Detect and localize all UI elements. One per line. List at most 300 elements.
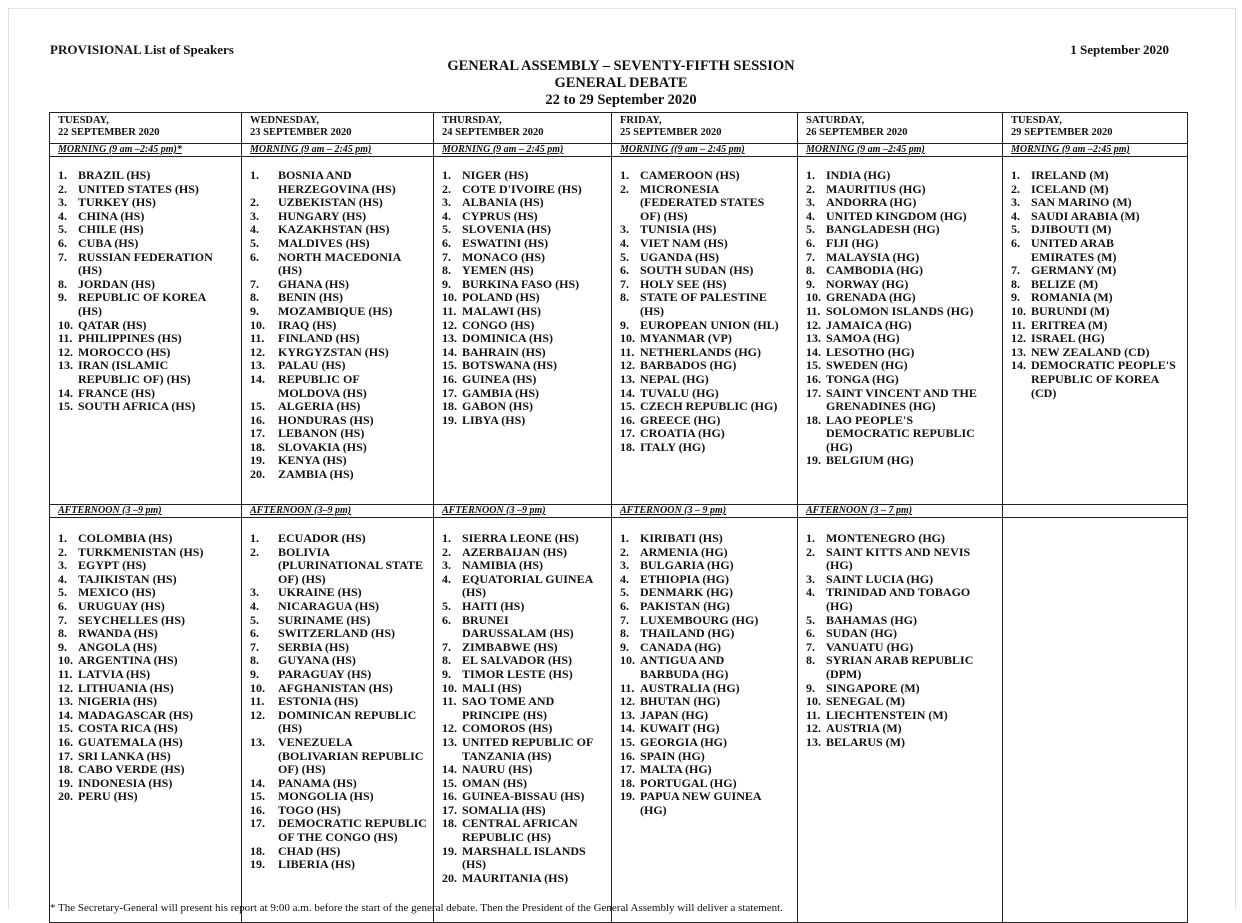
- speaker-country: SOUTH SUDAN (HS): [640, 263, 754, 278]
- speaker-item: [250, 546, 433, 560]
- speaker-number: 9.: [1011, 290, 1020, 305]
- speaker-country: COTE D'IVOIRE (HS): [462, 181, 582, 196]
- speaker-item: [806, 532, 1002, 546]
- speaker-item: [620, 359, 797, 373]
- speaker-number: 4.: [58, 208, 67, 223]
- speaker-item: [620, 251, 797, 265]
- speaker-number: 13.: [806, 331, 821, 346]
- speaker-item: [620, 682, 797, 696]
- speaker-number: 6.: [58, 235, 67, 250]
- speaker-country: NIGER (HS): [462, 168, 529, 182]
- speaker-country: TAJIKISTAN (HS): [78, 571, 177, 586]
- speaker-country: INDONESIA (HS): [78, 775, 173, 790]
- speaker-number: 18.: [250, 439, 265, 454]
- speaker-item: [250, 441, 433, 455]
- speaker-country: ISRAEL (HG): [1031, 331, 1105, 346]
- speaker-item: [250, 468, 433, 482]
- speaker-item: [806, 654, 1002, 668]
- speaker-country: CANADA (HG): [640, 639, 721, 654]
- speaker-number: 4.: [806, 585, 815, 600]
- speaker-item: [442, 573, 611, 587]
- speaker-country: UNITED STATES (HS): [78, 181, 199, 196]
- speaker-country: LATVIA (HS): [78, 666, 151, 681]
- speaker-country: GUYANA (HS): [278, 653, 356, 668]
- speaker-item: [250, 278, 433, 292]
- speaker-number: 16.: [58, 734, 73, 749]
- speaker-item: [250, 454, 433, 468]
- speaker-country: ROMANIA (M): [1031, 290, 1113, 305]
- speaker-number: 18.: [620, 775, 635, 790]
- speaker-number: [620, 804, 640, 818]
- speaker-item: [58, 291, 241, 305]
- speaker-country: DOMINICAN REPUBLIC: [278, 707, 417, 722]
- speaker-number: 9.: [620, 317, 629, 332]
- speaker-item: [250, 763, 433, 777]
- speaker-number: 1.: [442, 168, 451, 182]
- morning-session-label: MORNING ((9 am – 2:45 pm): [612, 144, 798, 157]
- speaker-number: 13.: [58, 358, 73, 373]
- speaker-item: [58, 373, 241, 387]
- speaker-country: TANZANIA (HS): [462, 748, 552, 763]
- speaker-number: 11.: [620, 344, 635, 359]
- speaker-item: [442, 682, 611, 696]
- speaker-country: CROATIA (HG): [640, 426, 725, 441]
- speaker-country: VENEZUELA: [278, 734, 353, 749]
- speaker-item: [442, 387, 611, 401]
- speaker-list: [442, 532, 611, 885]
- speaker-item: [806, 414, 1002, 428]
- speaker-country: OF) (HS): [640, 208, 688, 223]
- speaker-number: 17.: [442, 802, 457, 817]
- speaker-item: [442, 223, 611, 237]
- speaker-item: [620, 614, 797, 628]
- speaker-number: 6.: [250, 249, 259, 264]
- speaker-number: 12.: [250, 344, 265, 359]
- speaker-number: 8.: [58, 276, 67, 291]
- speaker-number: 10.: [442, 290, 457, 305]
- speaker-country: SLOVENIA (HS): [462, 222, 552, 237]
- speaker-number: 19.: [620, 789, 635, 804]
- speaker-country: MALAWI (HS): [462, 303, 542, 318]
- title-dates: 22 to 29 September 2020: [545, 92, 697, 108]
- speaker-country: CHAD (HS): [278, 843, 341, 858]
- speaker-number: 2.: [806, 181, 815, 196]
- speaker-number: 15.: [58, 399, 73, 414]
- speaker-country: TURKEY (HS): [78, 195, 156, 210]
- speaker-country: SIERRA LEONE (HS): [462, 531, 579, 545]
- day-date: 24 SEPTEMBER 2020: [442, 127, 544, 138]
- speaker-country: KUWAIT (HG): [640, 721, 720, 736]
- speaker-country: KAZAKHSTAN (HS): [278, 222, 390, 237]
- speaker-number: 4.: [250, 222, 259, 237]
- speaker-number: 5.: [58, 222, 67, 237]
- speaker-number: 8.: [442, 653, 451, 668]
- speaker-country: SINGAPORE (M): [826, 680, 920, 695]
- speaker-number: 3.: [250, 208, 259, 223]
- speaker-number: 19.: [806, 453, 821, 468]
- speaker-number: 14.: [620, 385, 635, 400]
- speaker-number: 10.: [250, 680, 265, 695]
- speaker-country: (BOLIVARIAN REPUBLIC: [278, 748, 424, 763]
- speaker-country: MONGOLIA (HS): [278, 789, 374, 804]
- speaker-country: LAO PEOPLE'S: [826, 412, 914, 427]
- speaker-country: LUXEMBOURG (HG): [640, 612, 759, 627]
- speaker-number: 6.: [442, 235, 451, 250]
- speaker-country: ESTONIA (HS): [278, 694, 359, 709]
- speaker-country: MOROCCO (HS): [78, 344, 171, 359]
- speaker-country: YEMEN (HS): [462, 263, 534, 278]
- speaker-number: 7.: [806, 639, 815, 654]
- speaker-number: 7.: [58, 249, 67, 264]
- speaker-number: [806, 441, 826, 455]
- speaker-item: [250, 777, 433, 791]
- speaker-item: [806, 223, 1002, 237]
- speaker-country: ANGOLA (HS): [78, 639, 158, 654]
- speaker-number: 12.: [1011, 331, 1026, 346]
- speaker-country: (HS): [78, 303, 102, 318]
- speaker-number: 18.: [442, 399, 457, 414]
- day-header-cell: [242, 113, 434, 144]
- morning-speakers-cell: [798, 157, 1003, 505]
- speaker-country: TURKMENISTAN (HS): [78, 544, 204, 559]
- speaker-item: [250, 682, 433, 696]
- speaker-number: [806, 668, 826, 682]
- speaker-country: DEMOCRATIC REPUBLIC: [278, 816, 427, 831]
- speaker-country: ITALY (HG): [640, 439, 706, 454]
- speaker-number: 12.: [58, 680, 73, 695]
- speaker-country: HUNGARY (HS): [278, 208, 367, 223]
- speaker-country: COSTA RICA (HS): [78, 721, 178, 736]
- speaker-item: [620, 546, 797, 560]
- speaker-number: 14.: [806, 344, 821, 359]
- speaker-item: [620, 237, 797, 251]
- speaker-item: [442, 817, 611, 831]
- speaker-country: (HS): [640, 303, 664, 318]
- speaker-item: [620, 346, 797, 360]
- speaker-number: 17.: [442, 385, 457, 400]
- speaker-number: 8.: [250, 290, 259, 305]
- speaker-country: BANGLADESH (HG): [826, 222, 940, 237]
- speaker-country: UNITED KINGDOM (HG): [826, 208, 967, 223]
- speaker-number: 15.: [620, 399, 635, 414]
- speaker-number: 20.: [58, 789, 73, 804]
- speaker-item: [620, 586, 797, 600]
- speaker-country: PHILIPPINES (HS): [78, 331, 182, 346]
- speaker-item: [250, 400, 433, 414]
- speaker-item: [620, 654, 797, 668]
- speaker-country: GABON (HS): [462, 399, 534, 414]
- speaker-number: 19.: [442, 412, 457, 427]
- speaker-number: 7.: [1011, 263, 1020, 278]
- speaker-item: [58, 641, 241, 655]
- speaker-item: [250, 264, 433, 278]
- speaker-country: GUINEA (HS): [462, 371, 537, 386]
- speaker-number: 1.: [806, 531, 815, 545]
- speaker-list: [806, 169, 1002, 468]
- speaker-country: (HS): [278, 721, 302, 736]
- speaker-item: [442, 237, 611, 251]
- speaker-number: 12.: [442, 721, 457, 736]
- morning-session-label: MORNING (9 am – 2:45 pm): [242, 144, 434, 157]
- speaker-country: CUBA (HS): [78, 235, 139, 250]
- speaker-item: [620, 183, 797, 197]
- speaker-country: KIRIBATI (HS): [640, 531, 723, 545]
- speaker-item: [1011, 196, 1187, 210]
- speaker-country: AUSTRIA (M): [826, 721, 902, 736]
- speaker-item: [58, 264, 241, 278]
- speaker-country: SAINT KITTS AND NEVIS: [826, 544, 971, 559]
- speaker-item: [250, 641, 433, 655]
- speaker-item: [1011, 264, 1187, 278]
- speaker-country: PAKISTAN (HG): [640, 598, 730, 613]
- speaker-country: OF THE CONGO (HS): [278, 830, 398, 845]
- speaker-number: [442, 858, 462, 872]
- speaker-country: MAURITIUS (HG): [826, 181, 926, 196]
- speaker-country: (FEDERATED STATES: [640, 195, 765, 210]
- speaker-number: 7.: [58, 612, 67, 627]
- speaker-item: [58, 305, 241, 319]
- speaker-country: CYPRUS (HS): [462, 208, 538, 223]
- speaker-item: [250, 559, 433, 573]
- speaker-country: (HG): [826, 439, 853, 454]
- speaker-country: RUSSIAN FEDERATION: [78, 249, 213, 264]
- speaker-number: 7.: [250, 639, 259, 654]
- speaker-item: [442, 763, 611, 777]
- speaker-item: [442, 777, 611, 791]
- speaker-country: PAPUA NEW GUINEA: [640, 789, 762, 804]
- speaker-number: 7.: [442, 639, 451, 654]
- speaker-number: 5.: [250, 612, 259, 627]
- speaker-country: JAMAICA (HG): [826, 317, 912, 332]
- speaker-item: [620, 736, 797, 750]
- speaker-item: [442, 346, 611, 360]
- speaker-country: THAILAND (HG): [640, 626, 735, 641]
- speaker-country: URUGUAY (HS): [78, 598, 165, 613]
- speaker-country: CHILE (HS): [78, 222, 144, 237]
- speaker-number: 5.: [442, 222, 451, 237]
- speaker-number: 2.: [250, 544, 259, 559]
- speaker-item: [620, 414, 797, 428]
- speaker-country: MOZAMBIQUE (HS): [278, 303, 393, 318]
- speaker-item: [806, 210, 1002, 224]
- speaker-item: [620, 264, 797, 278]
- speaker-country: NORWAY (HG): [826, 276, 909, 291]
- speaker-item: [250, 668, 433, 682]
- speaker-number: 2.: [1011, 181, 1020, 196]
- speaker-item: [806, 641, 1002, 655]
- speaker-item: [806, 319, 1002, 333]
- speaker-country: SERBIA (HS): [278, 639, 350, 654]
- speaker-item: [442, 332, 611, 346]
- speaker-number: [250, 573, 278, 587]
- day-name: WEDNESDAY,: [250, 115, 319, 126]
- morning-session-row: [50, 144, 1188, 157]
- speaker-number: [806, 600, 826, 614]
- speaker-number: 12.: [620, 358, 635, 373]
- speaker-item: [806, 264, 1002, 278]
- speaker-number: 1.: [806, 168, 815, 182]
- speaker-item: [620, 559, 797, 573]
- speaker-country: SUDAN (HG): [826, 626, 897, 641]
- speaker-number: 3.: [58, 558, 67, 573]
- speaker-item: [442, 695, 611, 709]
- speaker-item: [58, 614, 241, 628]
- speaker-country: PRINCIPE (HS): [462, 707, 548, 722]
- speaker-item: [806, 346, 1002, 360]
- speaker-country: ICELAND (M): [1031, 181, 1109, 196]
- speaker-number: 7.: [806, 249, 815, 264]
- speaker-number: 11.: [58, 666, 73, 681]
- speaker-number: 4.: [620, 571, 629, 586]
- day-header-cell: [1003, 113, 1188, 144]
- speaker-item: [806, 278, 1002, 292]
- speaker-country: ERITREA (M): [1031, 317, 1108, 332]
- speaker-country: REPUBLIC (HS): [462, 830, 552, 845]
- speaker-country: GUINEA-BISSAU (HS): [462, 789, 585, 804]
- speaker-item: [442, 614, 611, 628]
- speaker-number: 12.: [620, 694, 635, 709]
- speaker-country: ARMENIA (HG): [640, 544, 728, 559]
- speaker-country: ZAMBIA (HS): [278, 467, 354, 482]
- speaker-item: [806, 427, 1002, 441]
- speaker-country: IRELAND (M): [1031, 168, 1109, 182]
- speaker-item: [442, 373, 611, 387]
- speaker-item: [806, 251, 1002, 265]
- speaker-item: [442, 790, 611, 804]
- speaker-item: [442, 722, 611, 736]
- speaker-number: 13.: [250, 358, 265, 373]
- speaker-number: 17.: [58, 748, 73, 763]
- speaker-country: AUSTRALIA (HG): [640, 680, 740, 695]
- speaker-list: [620, 532, 797, 817]
- speaker-number: 6.: [620, 263, 629, 278]
- speaker-item: [250, 346, 433, 360]
- speaker-item: [620, 210, 797, 224]
- speaker-number: 6.: [1011, 235, 1020, 250]
- speaker-number: 7.: [442, 249, 451, 264]
- title-debate: GENERAL DEBATE: [554, 75, 688, 91]
- speaker-number: 10.: [1011, 303, 1026, 318]
- speaker-item: [442, 559, 611, 573]
- speaker-number: 4.: [442, 571, 451, 586]
- speaker-country: SWEDEN (HG): [826, 358, 908, 373]
- speaker-item: [620, 223, 797, 237]
- speaker-country: NEW ZEALAND (CD): [1031, 344, 1150, 359]
- speaker-number: 6.: [250, 626, 259, 641]
- speaker-number: 14.: [250, 775, 265, 790]
- day-name: SATURDAY,: [806, 115, 865, 126]
- speaker-number: 7.: [620, 612, 629, 627]
- speaker-number: 9.: [250, 303, 259, 318]
- speaker-number: 10.: [620, 331, 635, 346]
- speaker-item: [250, 319, 433, 333]
- speaker-item: [442, 278, 611, 292]
- speaker-item: [620, 373, 797, 387]
- speaker-country: FRANCE (HS): [78, 385, 155, 400]
- speaker-item: [250, 654, 433, 668]
- speaker-item: [58, 709, 241, 723]
- speaker-country: (HG): [640, 802, 667, 817]
- speaker-item: [806, 387, 1002, 401]
- speaker-number: 14.: [442, 344, 457, 359]
- day-header-cell: [612, 113, 798, 144]
- speaker-number: [58, 305, 78, 319]
- speaker-number: 9.: [58, 290, 67, 305]
- speaker-country: (HG): [826, 558, 853, 573]
- speaker-item: [58, 736, 241, 750]
- speaker-country: SEYCHELLES (HS): [78, 612, 186, 627]
- speaker-country: SAO TOME AND: [462, 694, 555, 709]
- speaker-number: 11.: [250, 331, 265, 346]
- speaker-country: SAMOA (HG): [826, 331, 900, 346]
- speaker-item: [442, 845, 611, 859]
- speaker-number: [620, 305, 640, 319]
- speaker-item: [58, 223, 241, 237]
- speaker-item: [620, 777, 797, 791]
- speaker-number: [58, 373, 78, 387]
- speaker-item: [250, 614, 433, 628]
- speaker-item: [442, 586, 611, 600]
- speaker-number: [1011, 251, 1031, 265]
- afternoon-session-label: AFTERNOON (3 – 7 pm): [798, 505, 1003, 518]
- speaker-list: [250, 532, 433, 872]
- speaker-number: [442, 586, 462, 600]
- speaker-country: BELIZE (M): [1031, 276, 1099, 291]
- speaker-number: [1011, 387, 1031, 401]
- speaker-number: 2.: [442, 544, 451, 559]
- speaker-number: 6.: [620, 598, 629, 613]
- day-header-row: [50, 113, 1188, 144]
- speaker-item: [806, 373, 1002, 387]
- speaker-country: TONGA (HG): [826, 371, 899, 386]
- speaker-number: 2.: [250, 195, 259, 210]
- speaker-country: KYRGYZSTAN (HS): [278, 344, 389, 359]
- speaker-item: [806, 600, 1002, 614]
- speaker-country: SOMALIA (HS): [462, 802, 546, 817]
- speaker-item: [58, 790, 241, 804]
- speaker-country: NETHERLANDS (HG): [640, 344, 762, 359]
- speaker-number: [250, 387, 278, 401]
- speaker-number: 18.: [442, 816, 457, 831]
- speaker-item: [806, 559, 1002, 573]
- speaker-item: [250, 586, 433, 600]
- speaker-country: OMAN (HS): [462, 775, 527, 790]
- speaker-country: UNITED ARAB: [1031, 235, 1115, 250]
- speaker-number: 10.: [442, 680, 457, 695]
- speaker-item: [250, 573, 433, 587]
- speaker-item: [620, 695, 797, 709]
- speaker-number: 5.: [620, 585, 629, 600]
- speaker-number: 11.: [58, 331, 73, 346]
- speaker-item: [442, 532, 611, 546]
- speaker-country: MYANMAR (VP): [640, 331, 732, 346]
- day-name: TUESDAY,: [1011, 115, 1062, 126]
- speaker-item: [1011, 169, 1187, 183]
- speaker-country: TUNISIA (HS): [640, 222, 717, 237]
- speaker-item: [442, 291, 611, 305]
- speaker-item: [1011, 387, 1187, 401]
- afternoon-session-label: AFTERNOON (3 –9 pm): [434, 505, 612, 518]
- speaker-number: 12.: [250, 707, 265, 722]
- speaker-list: [58, 169, 241, 414]
- morning-speakers-cell: [434, 157, 612, 505]
- speaker-country: NORTH MACEDONIA: [278, 249, 402, 264]
- speaker-country: OF) (HS): [278, 762, 326, 777]
- speaker-country: BELGIUM (HG): [826, 453, 914, 468]
- speaker-list: [250, 169, 433, 482]
- speaker-number: 17.: [806, 385, 821, 400]
- speaker-item: [58, 532, 241, 546]
